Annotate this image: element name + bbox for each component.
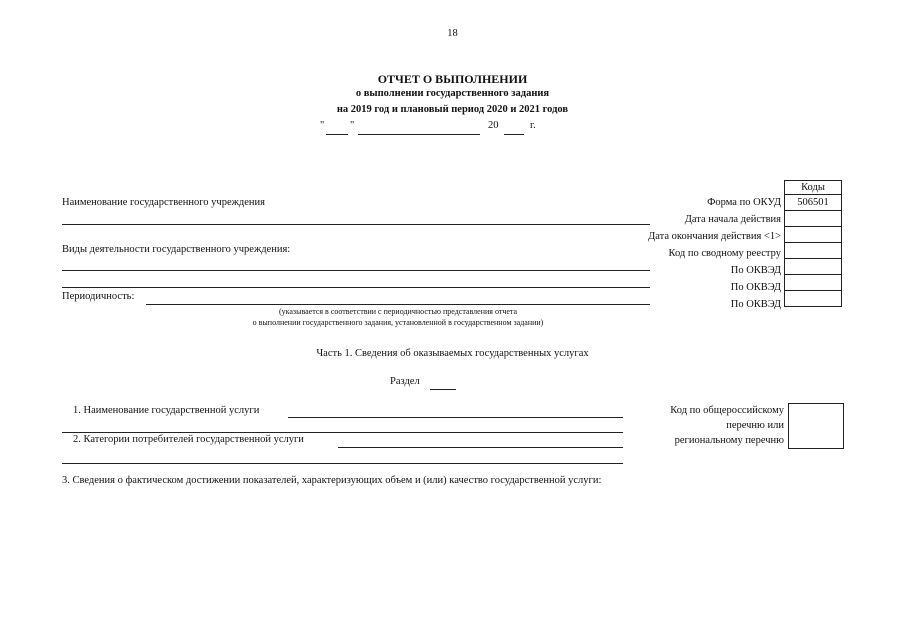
service-name-label: 1. Наименование государственной услуги (73, 405, 260, 416)
date-year-suffix: г. (530, 120, 536, 131)
registry-code-box[interactable] (788, 403, 844, 449)
section-number-field[interactable] (430, 389, 456, 390)
consumer-category-field-1[interactable] (338, 447, 623, 448)
service-name-field-2[interactable] (62, 432, 623, 433)
codes-header: Коды (785, 181, 842, 195)
registry-code-label-2: перечню или (726, 420, 784, 431)
consumer-category-field-2[interactable] (62, 463, 623, 464)
activities-label: Виды деятельности государственного учреждения: (62, 244, 291, 255)
registry-code-label-1: Код по общероссийскому (670, 405, 784, 416)
section-label: Раздел (390, 376, 420, 387)
code-okud-cell[interactable]: 506501 (785, 195, 842, 211)
code-label-okved-2: По ОКВЭД (730, 282, 781, 293)
code-start-date-cell[interactable] (785, 211, 842, 227)
date-quote-close: " (350, 120, 355, 131)
codes-table (784, 180, 842, 307)
code-okved-cell-3[interactable] (785, 291, 842, 307)
code-label-okved-1: По ОКВЭД (730, 265, 781, 276)
code-registry-cell[interactable] (785, 243, 842, 259)
service-name-field-1[interactable] (288, 417, 623, 418)
periodicity-field[interactable] (146, 304, 650, 305)
date-year-prefix: 20 (488, 120, 499, 131)
code-label-okved-3: По ОКВЭД (730, 299, 781, 310)
report-title: ОТЧЕТ О ВЫПОЛНЕНИИ (377, 72, 528, 86)
report-subtitle-2: на 2019 год и плановый период 2020 и 2021 годов (336, 104, 569, 115)
code-okved-cell-1[interactable] (785, 259, 842, 275)
code-okved-cell-2[interactable] (785, 275, 842, 291)
date-month-field[interactable] (358, 134, 480, 135)
activities-field-1[interactable] (62, 270, 650, 271)
codes-labels (560, 196, 781, 315)
date-quote-open: " (320, 120, 325, 131)
institution-name-field[interactable] (62, 224, 650, 225)
code-label-end-date: Дата окончания действия <1> (648, 231, 781, 242)
page-number: 18 (447, 28, 458, 39)
code-label-start-date: Дата начала действия (684, 214, 781, 225)
code-end-date-cell[interactable] (785, 227, 842, 243)
activities-field-2[interactable] (62, 287, 650, 288)
date-day-field[interactable] (326, 134, 348, 135)
institution-name-label: Наименование государственного учреждения (62, 197, 265, 208)
periodicity-note-1: (указывается в соответствии с периодичностью представления отчета (278, 307, 518, 316)
code-label-okud: Форма по ОКУД (707, 197, 781, 208)
periodicity-note-2: о выполнении государственного задания, установленной в государственном задании) (252, 318, 544, 327)
part-title: Часть 1. Сведения об оказываемых государственных услугах (316, 348, 589, 359)
date-year-field[interactable] (504, 134, 524, 135)
periodicity-label: Периодичность: (62, 291, 135, 302)
code-label-registry: Код по сводному реестру (668, 248, 781, 259)
registry-code-label-3: региональному перечню (674, 435, 784, 446)
report-subtitle-1: о выполнении государственного задания (355, 88, 550, 99)
consumer-category-label: 2. Категории потребителей государственной услуги (73, 434, 304, 445)
indicators-heading: 3. Сведения о фактическом достижении показателей, характеризующих объем и (или) качество государственной услуги: (62, 475, 602, 486)
